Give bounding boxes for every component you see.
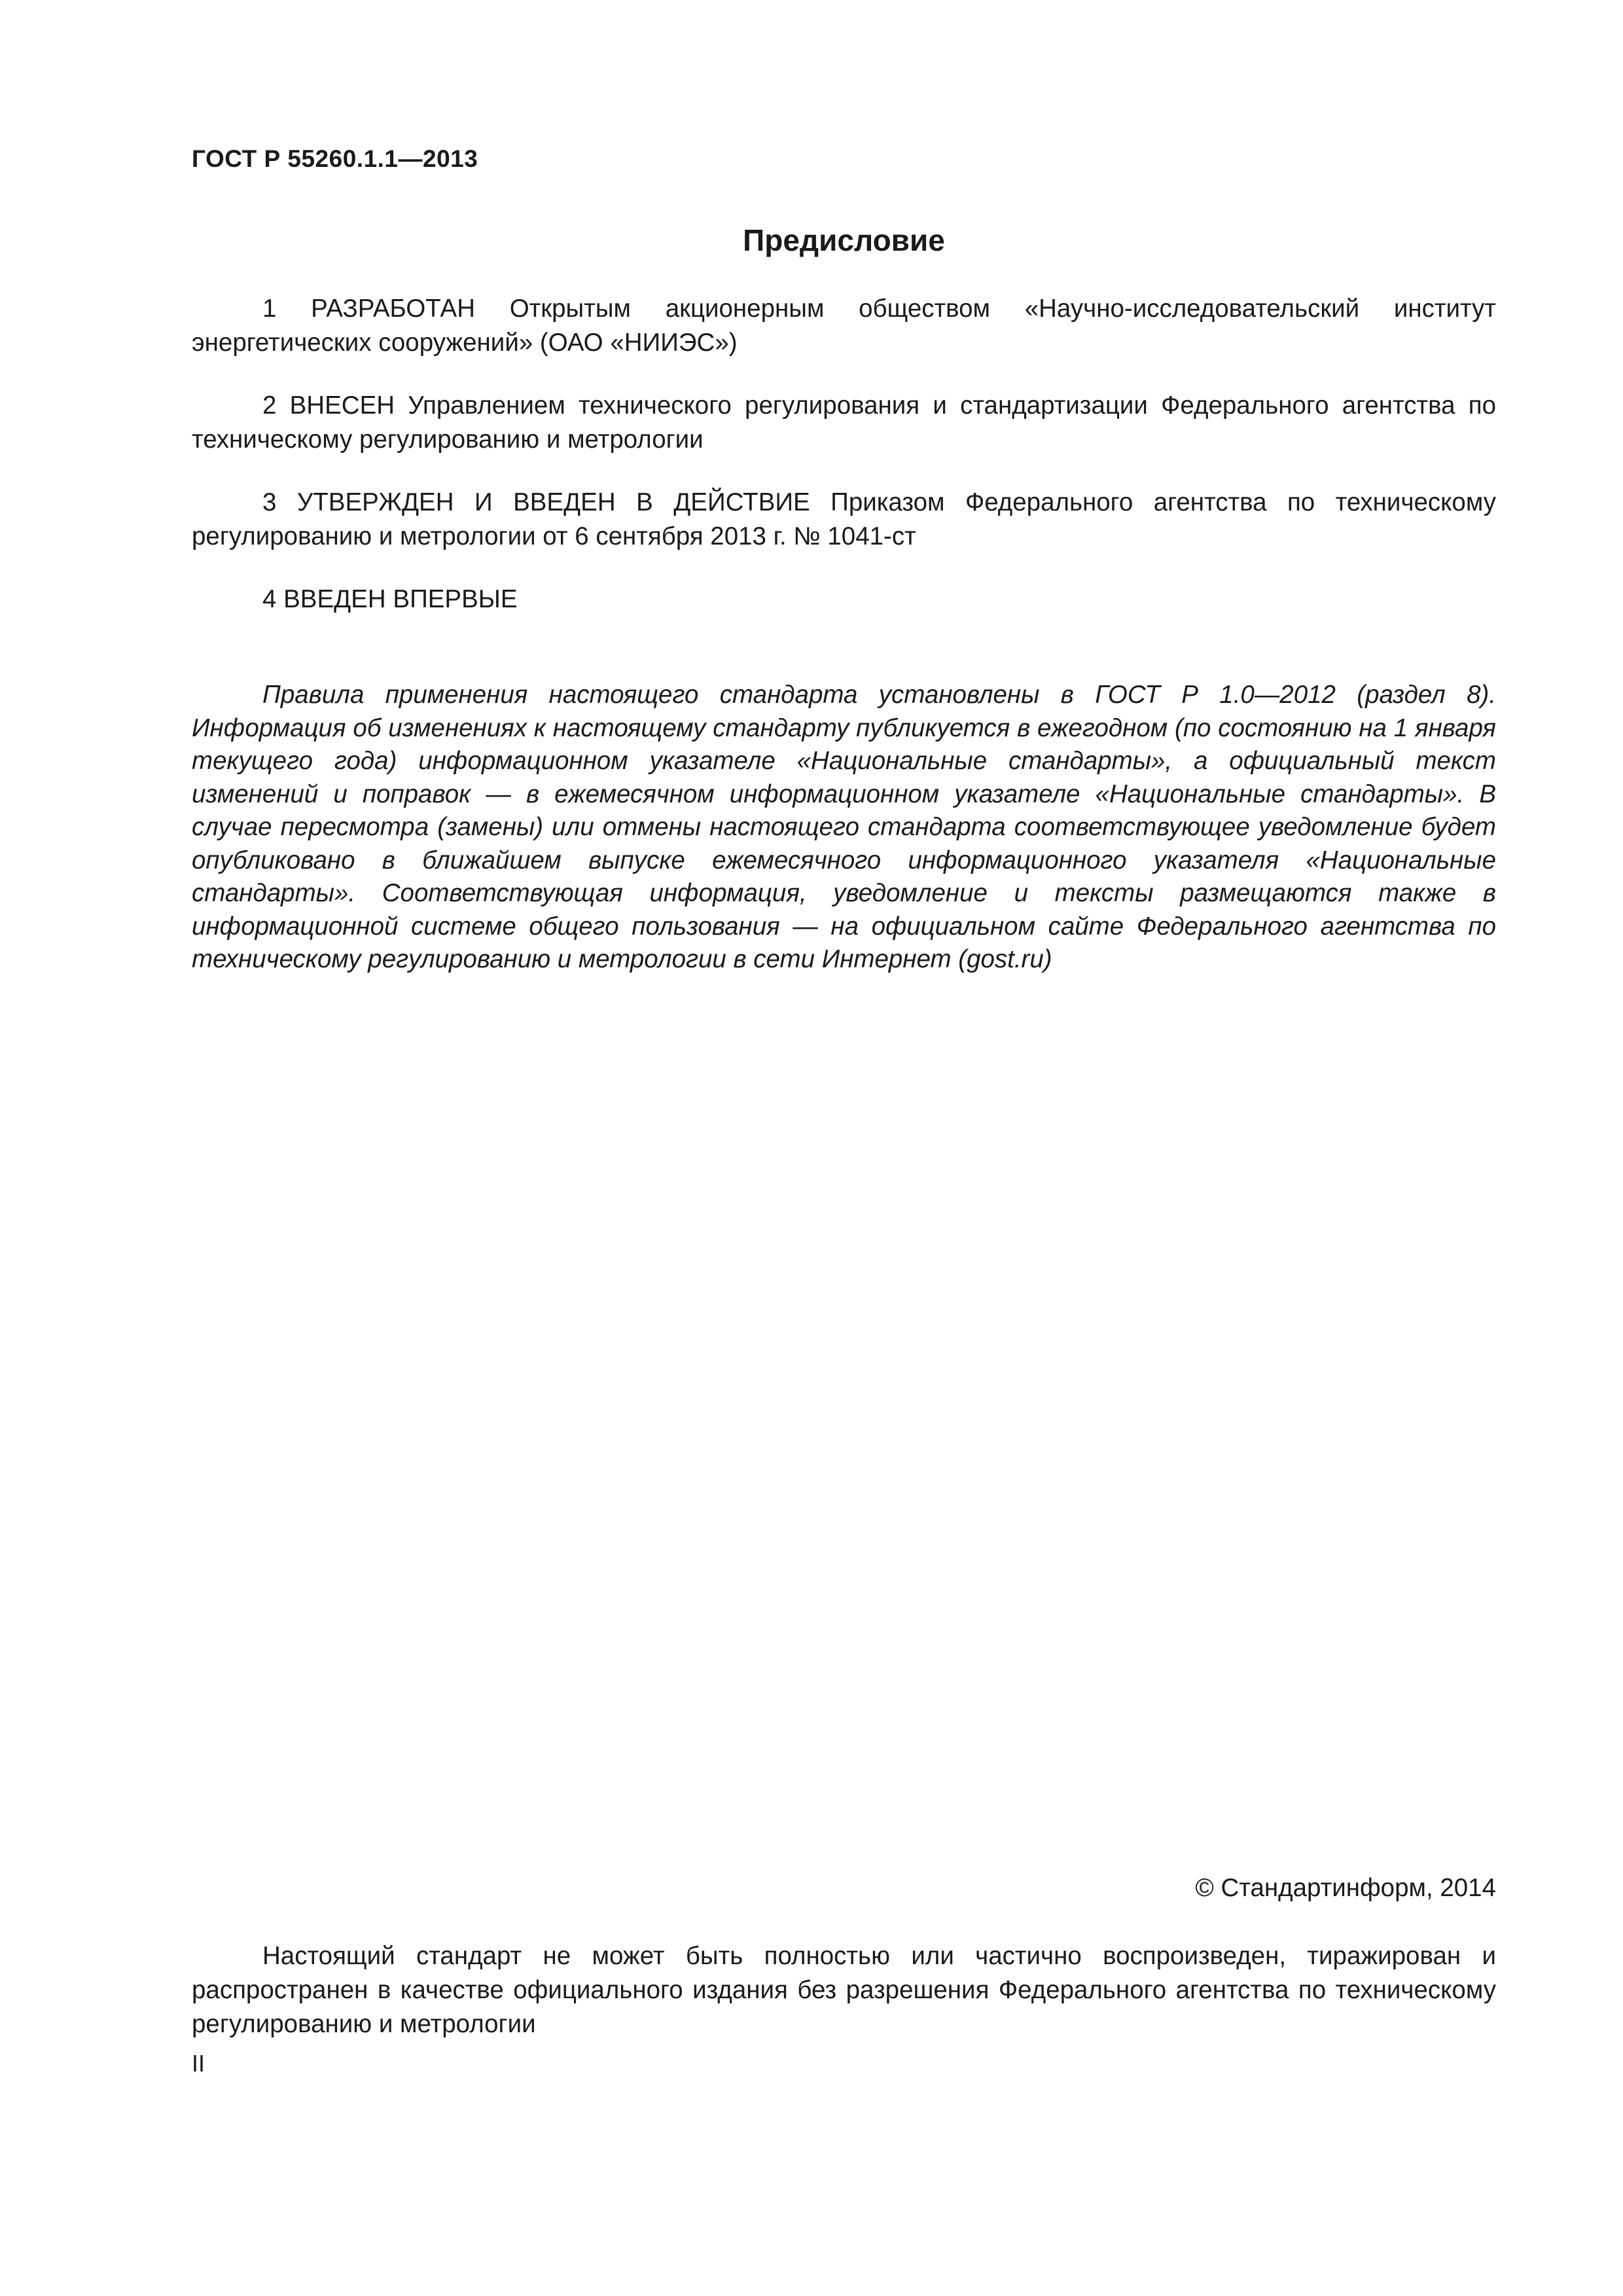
paragraph-first-introduced: 4 ВВЕДЕН ВПЕРВЫЕ xyxy=(262,585,518,613)
paragraph-submitted: 2 ВНЕСЕН Управлением технического регулирования и стандартизации Федерального агентства по техническому регулированию и метрологии xyxy=(192,391,1496,454)
application-rules-notice: Правила применения настоящего стандарта установлены в ГОСТ Р 1.0—2012 (раздел 8). Информация об изменениях к настоящему стандарту публикуется в ежегодном (по состоянию на 1 января текущего года) информационном указателе «Национальные стандарты», а официальный текст изменений и поправок — в ежемесячном информационном указателе «Национальные стандарты». В случае пересмотра (замены) или отмены настоящего стандарта соответствующее уведомление будет опубликовано в ближайшем выпуске ежемесячного информационного указателя «Национальные стандарты». Соответствующая информация, уведомление и тексты размещаются также в информационной системе общего пользования — на официальном сайте Федерального агентства по техническому регулированию и метрологии в сети Интернет (gost.ru) xyxy=(192,681,1496,973)
paragraph-developed: 1 РАЗРАБОТАН Открытым акционерным обществом «Научно-исследовательский институт энергетических сооружений» (ОАО «НИИЭС») xyxy=(192,295,1496,357)
page-number: II xyxy=(192,2050,205,2077)
reproduction-note: Настоящий стандарт не может быть полностью или частично воспроизведен, тиражирован и распространен в качестве официального издания без разрешения Федерального агентства по техническому регулированию и метрологии xyxy=(192,1942,1496,2038)
paragraph-approved: 3 УТВЕРЖДЕН И ВВЕДЕН В ДЕЙСТВИЕ Приказом Федерального агентства по техническому регулированию и метрологии от 6 сентября 2013 г. № 1041-ст xyxy=(192,488,1496,550)
standard-code: ГОСТ Р 55260.1.1—2013 xyxy=(192,145,478,172)
copyright-line: © Стандартинформ, 2014 xyxy=(1195,1874,1496,1902)
page-title: Предисловие xyxy=(743,223,945,257)
